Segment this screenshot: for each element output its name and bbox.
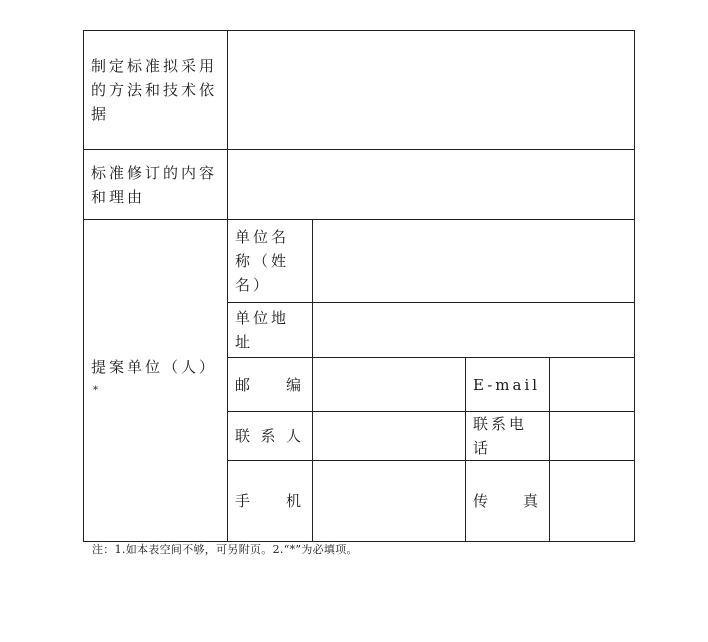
fax-field[interactable] bbox=[550, 461, 635, 542]
fax-label-char: 传 bbox=[473, 492, 492, 510]
required-mark: * bbox=[93, 385, 98, 396]
unit-address-field[interactable] bbox=[313, 303, 635, 358]
fax-label bbox=[466, 461, 550, 542]
contact-person-label-char: 人 bbox=[285, 427, 304, 445]
email-field[interactable] bbox=[550, 358, 635, 412]
mobile-field[interactable] bbox=[313, 461, 466, 542]
revision-reason-field[interactable] bbox=[228, 150, 635, 220]
method-basis-label: 制定标准拟采用的方法和技术依据 bbox=[84, 31, 228, 150]
proposal-form-table bbox=[83, 30, 635, 542]
proposer-label: 提案单位（人） bbox=[91, 358, 218, 376]
postcode-label bbox=[228, 358, 313, 412]
contact-person-label-char: 联 bbox=[235, 427, 254, 445]
footnote: 注：1.如本表空间不够，可另附页。2.“*”为必填项。 bbox=[92, 543, 358, 556]
postcode-field[interactable] bbox=[313, 358, 466, 412]
proposer-label-cell bbox=[84, 220, 228, 542]
contact-person-field[interactable] bbox=[313, 412, 466, 461]
contact-phone-label: 联系电话 bbox=[466, 412, 550, 461]
postcode-label-char: 编 bbox=[285, 375, 304, 394]
email-label: E-mail bbox=[466, 358, 550, 412]
mobile-label-char: 机 bbox=[285, 492, 304, 510]
unit-address-label: 单位地址 bbox=[228, 303, 313, 358]
contact-person-label-char: 系 bbox=[260, 427, 279, 445]
contact-phone-field[interactable] bbox=[550, 412, 635, 461]
unit-name-label: 单位名称（姓名） bbox=[228, 220, 313, 303]
mobile-label-char: 手 bbox=[235, 492, 254, 510]
revision-reason-label: 标准修订的内容和理由 bbox=[84, 150, 228, 220]
fax-label-char: 真 bbox=[522, 492, 541, 510]
contact-person-label bbox=[228, 412, 313, 461]
unit-name-field[interactable] bbox=[313, 220, 635, 303]
postcode-label-char: 邮 bbox=[235, 375, 254, 394]
mobile-label bbox=[228, 461, 313, 542]
method-basis-field[interactable] bbox=[228, 31, 635, 150]
